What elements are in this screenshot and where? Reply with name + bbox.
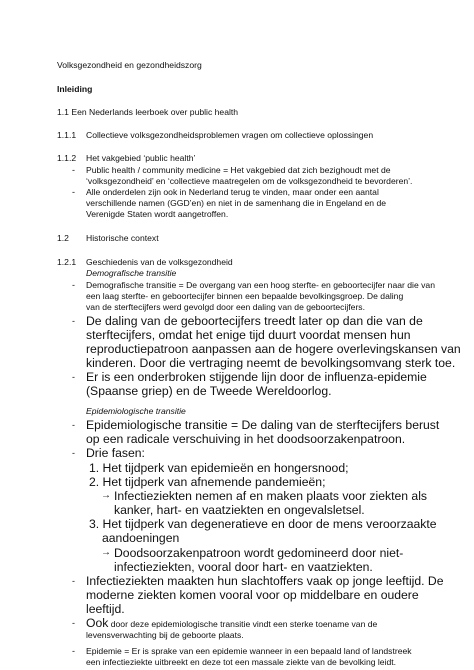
interruption-line-2: (Spaanse griep) en de Tweede Wereldoorlog.	[86, 384, 332, 398]
intro-heading: Inleiding	[57, 84, 93, 94]
ggd-note-line-1: Alle onderdelen zijn ook in Nederland terug te vinden, maar onder een aantal	[86, 187, 379, 197]
epidemiological-transition-heading: Epidemiologische transitie	[86, 406, 186, 416]
infectious-diseases-line-3: leeftijd.	[86, 602, 125, 616]
bullet-dash: -	[72, 448, 75, 458]
birthrate-delay-line-1: De daling van de geboortecijfers treedt later op dan die van de	[86, 314, 423, 328]
heading-1-1-2-text: Het vakgebied ‘public health’	[86, 153, 196, 163]
bullet-dash: -	[72, 187, 75, 197]
heading-1-1-2-number: 1.1.2	[57, 153, 77, 163]
epidemiological-definition-line-2: op een radicale verschuiving in het doodsoorzakenpatroon.	[86, 432, 406, 446]
arrow-right-icon: →	[101, 547, 111, 558]
phase-2-detail-line-1: Infectieziekten nemen af en maken plaats voor ziekten als	[114, 489, 427, 503]
bullet-dash: -	[72, 646, 75, 656]
life-expectancy-rest: door deze epidemiologische transitie vindt een sterke toename van de	[108, 619, 378, 629]
infectious-diseases-line-1: Infectieziekten maakten hun slachtoffers vaak op jonge leeftijd. De	[86, 574, 444, 588]
demographic-definition-line-2: een laag sterfte- en geboortecijfer binnen een bepaalde bevolkingsgroep. De daling	[86, 291, 404, 301]
life-expectancy-line-2: levensverwachting bij de geboorte plaats.	[86, 630, 244, 640]
ggd-note-line-3: Verenigde Staten wordt aangetroffen.	[86, 209, 229, 219]
heading-1-2-number: 1.2	[57, 233, 69, 243]
epidemic-definition-line-2: een infectieziekte uitbreekt en deze tot een massale ziekte van de bevolking leidt.	[86, 657, 397, 667]
demographic-transition-heading: Demografische transitie	[86, 268, 177, 278]
epidemic-definition-line-1: Epidemie = Er is sprake van een epidemie wanneer in een bepaald land of landstreek	[86, 646, 412, 656]
three-phases-label: Drie fasen:	[86, 446, 145, 460]
phase-1: 1. Het tijdperk van epidemieën en hongersnood;	[89, 461, 349, 475]
heading-1-1-1-number: 1.1.1	[57, 130, 77, 140]
bullet-dash: -	[72, 576, 75, 586]
phase-3-detail-line-1: Doodsoorzakenpatroon wordt gedomineerd door niet-	[114, 546, 404, 560]
heading-1-2-1-text: Geschiedenis van de volksgezondheid	[86, 257, 233, 267]
birthrate-delay-line-3: reproductiepatroon aanpassen aan de hogere overlevingskansen van	[86, 342, 461, 356]
interruption-line-1: Er is een onderbroken stijgende lijn door de influenza-epidemie	[86, 370, 427, 384]
bullet-dash: -	[72, 280, 75, 290]
arrow-right-icon: →	[101, 490, 111, 501]
epidemiological-definition-line-1: Epidemiologische transitie = De daling van de sterftecijfers berust	[86, 418, 440, 432]
bullet-dash: -	[72, 165, 75, 175]
public-health-definition-line-1: Public health / community medicine = Het vakgebied dat zich bezighoudt met de	[86, 165, 391, 175]
phase-2-detail-line-2: kanker, hart- en vaatziekten en ongevalsletsel.	[114, 503, 365, 517]
bullet-dash: -	[72, 316, 75, 326]
public-health-definition-line-2: ‘volksgezondheid’ en ‘collectieve maatregelen om de volksgezondheid te bevorderen’.	[86, 176, 413, 186]
phase-3-line-2: aandoeningen	[102, 531, 180, 545]
bullet-dash: -	[72, 420, 75, 430]
life-expectancy-lead-word: Ook	[86, 616, 109, 630]
bullet-dash: -	[72, 372, 75, 382]
heading-1-1: 1.1 Een Nederlands leerboek over public health	[57, 107, 239, 117]
life-expectancy-line-1	[86, 616, 377, 630]
ggd-note-line-2: verschillende namen (GGD’en) en niet in de samenhang die in Engeland en de	[86, 198, 387, 208]
phase-3-detail-line-2: infectieziekten, vooral door hart- en vaatziekten.	[114, 560, 373, 574]
heading-1-1-1-text: Collectieve volksgezondheidsproblemen vragen om collectieve oplossingen	[86, 130, 374, 140]
bullet-dash: -	[72, 618, 75, 628]
document-title: Volksgezondheid en gezondheidszorg	[57, 60, 202, 70]
infectious-diseases-line-2: moderne ziekten komen vooral voor op middelbare en oudere	[86, 588, 419, 602]
phase-2: 2. Het tijdperk van afnemende pandemieën;	[89, 475, 326, 489]
demographic-definition-line-3: van de sterftecijfers werd gevolgd door een daling van de geboortecijfers.	[86, 302, 365, 312]
birthrate-delay-line-4: kinderen. Door die vertraging neemt de bevolkingsomvang sterk toe.	[86, 356, 456, 370]
birthrate-delay-line-2: sterftecijfers, omdat het enige tijd duurt voordat mensen hun	[86, 328, 411, 342]
demographic-definition-line-1: Demografische transitie = De overgang van een hoog sterfte- en geboortecijfer naar die van	[86, 280, 435, 290]
heading-1-2-1-number: 1.2.1	[57, 257, 77, 267]
heading-1-2-text: Historische context	[86, 233, 159, 243]
phase-3-line-1: 3. Het tijdperk van degeneratieve en door de mens veroorzaakte	[89, 517, 437, 531]
